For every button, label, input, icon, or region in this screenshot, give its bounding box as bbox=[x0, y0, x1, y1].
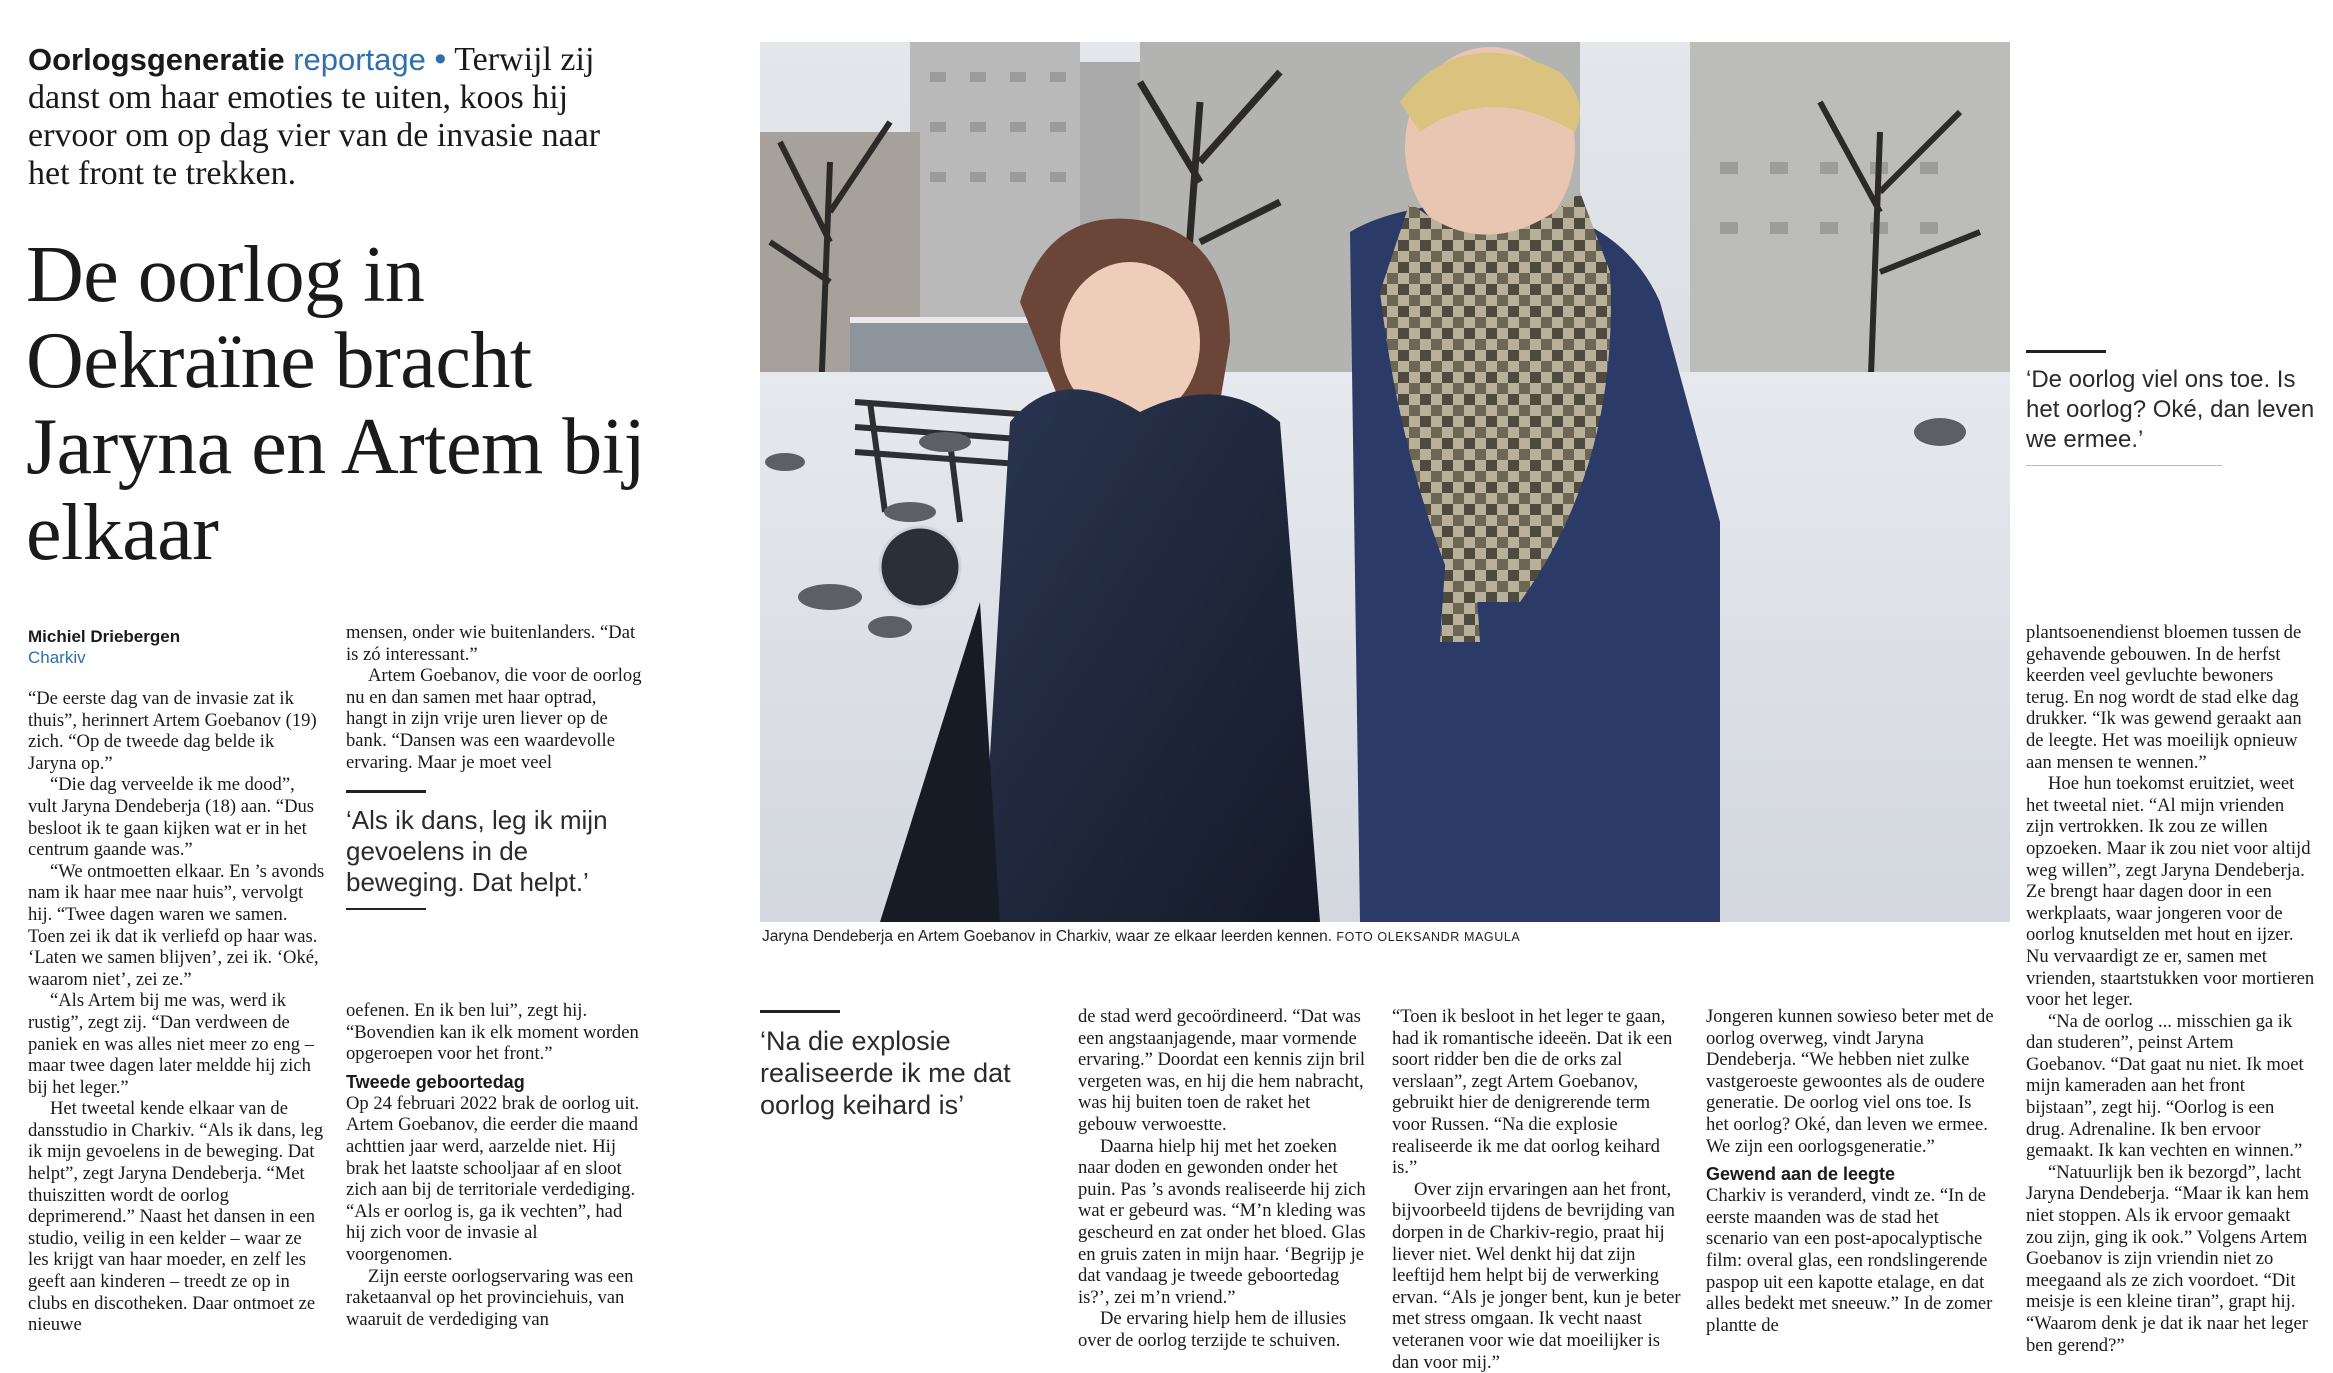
quote-rule bbox=[346, 790, 426, 793]
pull-quote-text: ‘Na die explosie realiseerde ik me dat oorlog keihard is’ bbox=[760, 1026, 1011, 1120]
article-photo bbox=[760, 42, 2010, 922]
byline-location: Charkiv bbox=[28, 648, 86, 667]
section-rubric: reportage bbox=[293, 42, 426, 77]
paragraph: Het tweetal kende elkaar van de dansstudio in Charkiv. “Als ik dans, leg ik mijn gevoelens in de beweging. Dat helpt”, zegt Jaryna Dendeberja. “Met thuiszitten wordt de oorlog deprimerend.” Naast het dansen in een studio, veilig in een kelder – waar ze les krijgt van haar moeder, en zelf les geeft aan kinderen – treedt ze op in clubs en discotheken. Daar ontmoet ze nieuwe bbox=[28, 1098, 324, 1336]
body-column-4 bbox=[1392, 1006, 1684, 1373]
quote-rule bbox=[2026, 350, 2106, 353]
body-column-2-top bbox=[346, 622, 642, 773]
paragraph: Zijn eerste oorlogservaring was een raketaanval op het provinciehuis, van waaruit de verdediging van bbox=[346, 1265, 634, 1330]
paragraph: mensen, onder wie buitenlanders. “Dat is zó interessant.” bbox=[346, 622, 636, 665]
body-column-3 bbox=[1078, 1006, 1370, 1352]
paragraph: “Natuurlijk ben ik bezorgd”, lacht Jaryna Dendeberja. “Maar ik kan hem niet stoppen. Als ik ervoor gemaakt zou zijn, ging ik ook.” Volgens Artem Goebanov is zijn vriendin niet zo meegaand als ze zich voordoet. “Dit meisje is een kleine tiran”, grapt hij. “Waarom denk je dat ik naar het leger ben gerend?” bbox=[2026, 1161, 2309, 1356]
paragraph: Over zijn ervaringen aan het front, bijvoorbeeld tijdens de bevrijding van dorpen in de Charkiv-regio, praat hij liever niet. Wel denkt hij dat zijn leeftijd hem helpt bij de verwerking ervan. “Als je jonger bent, kun je beter met stress omgaan. Ik vecht naast veteranen voor wie dat moeilijker is dan voor mij.” bbox=[1392, 1178, 1681, 1373]
paragraph: “Na de oorlog ... misschien ga ik dan studeren”, peinst Artem Goebanov. “Dat gaat nu niet. Ik moet mijn kameraden aan het front bijstaan”, zegt hij. “Oorlog is een drug. Adrenaline. Ik ben ervoor gemaakt. Ik kan vechten en winnen.” bbox=[2026, 1010, 2304, 1162]
rubric-bullet: • bbox=[434, 40, 447, 78]
subheading-emptiness: Gewend aan de leegte bbox=[1706, 1164, 1896, 1185]
quote-rule-bottom bbox=[346, 908, 426, 910]
quote-rule bbox=[760, 1010, 840, 1013]
body-column-5 bbox=[1706, 1006, 1996, 1336]
photo-caption bbox=[762, 928, 1520, 946]
byline bbox=[28, 626, 180, 668]
intro-text: Terwijl zij danst om haar emoties te uiten, koos hij ervoor om op dag vier van de invasie naar het front te trekken. bbox=[28, 41, 601, 192]
paragraph: De ervaring hielp hem de illusies over de oorlog terzijde te schuiven. bbox=[1078, 1308, 1347, 1351]
pull-quote-text: ‘De oorlog viel ons toe. Is het oorlog? Oké, dan leven we ermee.’ bbox=[2026, 366, 2315, 453]
pull-quote-text: ‘Als ik dans, leg ik mijn gevoelens in de beweging. Dat helpt.’ bbox=[346, 805, 608, 897]
paragraph: “Die dag verveelde ik me dood”, vult Jaryna Dendeberja (18) aan. “Dus besloot ik te gaan kijken wat er in het centrum gaande was.” bbox=[28, 774, 315, 861]
subheading-birthday: Tweede geboortedag bbox=[346, 1071, 525, 1092]
byline-author: Michiel Driebergen bbox=[28, 627, 181, 646]
paragraph: “We ontmoetten elkaar. En ’s avonds nam ik haar mee naar huis”, vervolgt hij. “Twee dagen waren we samen. Toen zei ik dat ik verliefd op haar was. ‘Laten we samen blijven’, zei ik. ‘Oké, waarom niet’, zei ze.” bbox=[28, 860, 325, 990]
paragraph: Charkiv is veranderd, vindt ze. “In de eerste maanden was de stad het scenario van een post-apocalyptische film: overal glas, een rondslingerende paspop uit een kapotte etalage, en dat alles bedekt met sneeuw.” In de zomer plantte de bbox=[1706, 1185, 1993, 1336]
body-column-1 bbox=[28, 688, 326, 1336]
article-headline: De oorlog in Oekraïne bracht Jaryna en Artem bij elkaar bbox=[26, 231, 646, 577]
paragraph: “De eerste dag van de invasie zat ik thuis”, herinnert Artem Goebanov (19) zich. “Op de tweede dag belde ik Jaryna op.” bbox=[28, 688, 317, 774]
paragraph: Daarna hielp hij met het zoeken naar doden en gewonden onder het puin. Pas ’s avonds realiseerde hij zich wat er gebeurd was. “M’n kleding was gescheurd en zat onder het bloed. Glas en gruis zaten in mijn haar. ‘Begrijp je dat vandaag je tweede geboortedag is?’, zei m’n vriend.” bbox=[1078, 1135, 1366, 1308]
paragraph: oefenen. En ik ben lui”, zegt hij. “Bovendien kan ik elk moment worden opgeroepen voor het front.” bbox=[346, 1000, 639, 1065]
paragraph: Hoe hun toekomst eruitziet, weet het tweetal niet. “Al mijn vrienden zijn vertrokken. Ik zou ze willen opzoeken. Maar ik zou niet voor altijd weg willen”, zegt Jaryna Dendeberja. Ze brengt haar dagen door in een werkplaats, waar jongeren voor de oorlog knutselden met hout en ijzer. Nu vervaardigt ze er, samen met vrienden, staartstukken voor mortieren voor het leger. bbox=[2026, 773, 2315, 1011]
paragraph: “Als Artem bij me was, werd ik rustig”, zegt zij. “Dan verdween de paniek en was alles niet meer zo eng – maar twee dagen later meldde hij zich bij het leger.” bbox=[28, 990, 315, 1098]
pull-quote-generation bbox=[2026, 350, 2316, 466]
body-column-2-bottom bbox=[346, 1000, 642, 1330]
paragraph: de stad werd gecoördineerd. “Dat was een angstaanjagende, maar vormende ervaring.” Doordat een kennis zijn bril vergeten was, en hij die hem nabracht, was hij buiten toen de raket het gebouw verwoestte. bbox=[1078, 1006, 1366, 1135]
paragraph: Jongeren kunnen sowieso beter met de oorlog overweg, vindt Jaryna Dendeberja. “We hebben niet zulke vastgeroeste gewoontes als de oudere generatie. De oorlog viel ons toe. Is het oorlog? Oké, dan leven we ermee. We zijn een oorlogsgeneratie.” bbox=[1706, 1006, 1994, 1157]
paragraph: plantsoenendienst bloemen tussen de gehavende gebouwen. In de herfst keerden veel gevluchte bewoners terug. En nog wordt de stad elke dag drukker. “Ik was gewend geraakt aan de leegte. Het was moeilijk opnieuw aan mensen te wennen.” bbox=[2026, 622, 2302, 773]
quote-rule-bottom bbox=[2026, 465, 2222, 466]
paragraph: Artem Goebanov, die voor de oorlog nu en dan samen met haar optrad, hangt in zijn vrije uren liever op de bank. “Dansen was een waardevolle ervaring. Maar je moet veel bbox=[346, 665, 642, 773]
photo-credit: FOTO OLEKSANDR MAGULA bbox=[1336, 930, 1521, 944]
paragraph: “Toen ik besloot in het leger te gaan, had ik romantische ideeën. Dat ik een soort ridder ben die de orks zal verslaan”, zegt Artem Goebanov, gebruikt hier de denigrerende term voor Russen. “Na die explosie realiseerde ik me dat oorlog keihard is.” bbox=[1392, 1006, 1673, 1179]
pull-quote-dance bbox=[346, 790, 636, 910]
body-column-6 bbox=[2026, 622, 2316, 1356]
pull-quote-explosion bbox=[760, 1010, 1060, 1121]
intro-kicker-block bbox=[28, 40, 628, 193]
section-kicker: Oorlogsgeneratie bbox=[28, 42, 285, 77]
paragraph: Op 24 februari 2022 brak de oorlog uit. Artem Goebanov, die eerder die maand achttien jaar werd, aarzelde niet. Hij brak het laatste schooljaar af en sloot zich aan bij de territoriale verdediging. “Als er oorlog is, ga ik vechten”, had hij zich voor de invasie al voorgenomen. bbox=[346, 1092, 640, 1265]
caption-text: Jaryna Dendeberja en Artem Goebanov in Charkiv, waar ze elkaar leerden kennen. bbox=[762, 928, 1333, 945]
